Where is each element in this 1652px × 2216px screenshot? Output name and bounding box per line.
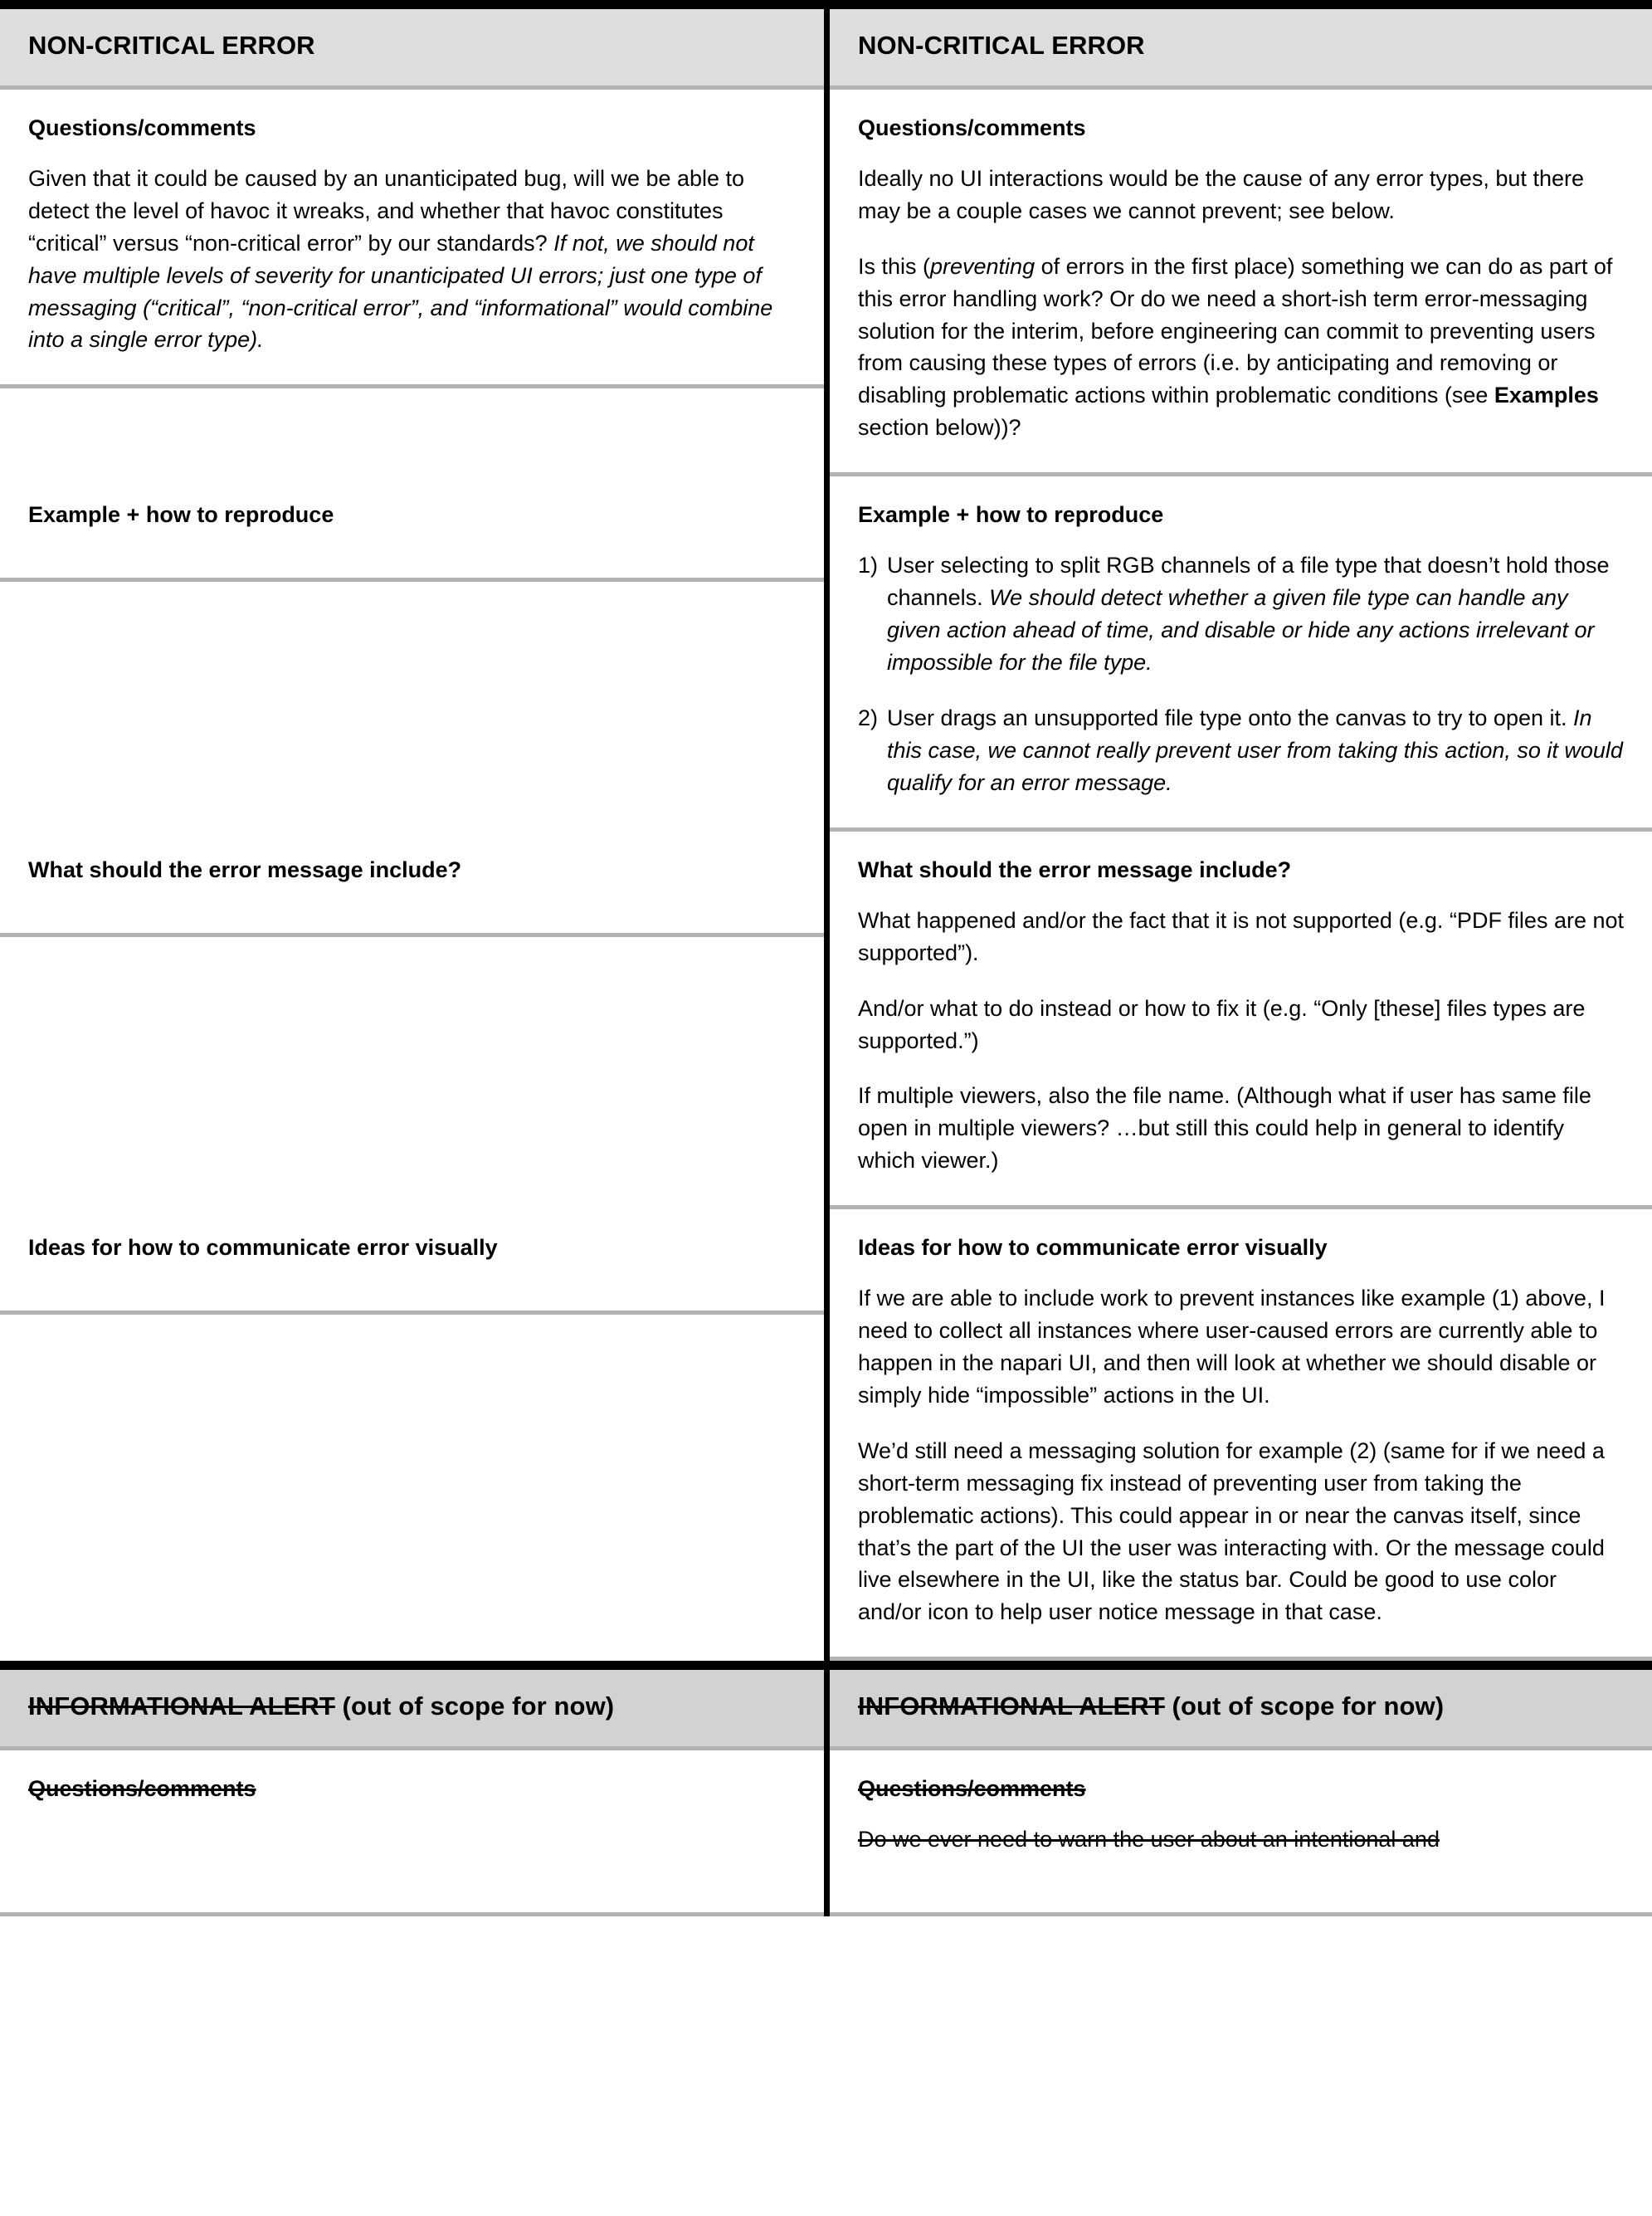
subheading-ideas-visual-left: Ideas for how to communicate error visually — [28, 1235, 498, 1261]
subheading-questions-comments-right: Questions/comments — [857, 115, 1086, 140]
subheading-example-reproduce-right: Example + how to reproduce — [857, 502, 1164, 528]
section-banner-left-informational — [0, 1670, 824, 1750]
content-right-questions-comments — [830, 90, 1652, 476]
banner-cell-left — [0, 9, 826, 90]
content-right-informational-questions — [830, 1750, 1652, 1916]
list-item-text: User selecting to split RGB channels of a file type that doesn’t hold those channels. We should detect whether a given file type can handle any given action ahead of time, and disable or hide any actions irrelevant or impossible for the file type. — [887, 553, 1610, 676]
row-cell-right-message-include — [826, 832, 1652, 1210]
section-title-left: NON-CRITICAL ERROR — [28, 31, 315, 60]
content-left-questions-comments — [0, 90, 824, 389]
paragraph: Ideally no UI interactions would be the cause of any error types, but there may be a couple cases we cannot prevent; see below. — [857, 166, 1584, 223]
content-right-message-include — [830, 832, 1652, 1210]
section-banner-row-informational-alert — [0, 1670, 1652, 1750]
row-cell-right-example-reproduce — [826, 476, 1652, 832]
table-row — [0, 476, 1652, 832]
paragraph: What happened and/or the fact that it is not supported (e.g. “PDF files are not supported”). — [857, 907, 1625, 965]
content-left-message-include — [0, 832, 824, 937]
list-item-number: 2) — [857, 705, 878, 730]
row-cell-left-informational-questions — [0, 1750, 826, 1916]
row-cell-left-questions-comments — [0, 90, 826, 476]
subheading-message-include-right: What should the error message include? — [857, 857, 1292, 882]
paragraph: Is this (preventing of errors in the first place) something we can do as part of this error handling work? Or do we need a short-ish term error-messaging solution for the interim, before engineering can commit to preventing users from causing these types of errors (i.e. by anticipating and removing or disabling problematic actions within problematic conditions (see Examples section below))? — [857, 253, 1613, 441]
banner-cell-right — [826, 9, 1652, 90]
content-right-ideas-visual — [830, 1209, 1652, 1661]
paragraph: We’d still need a messaging solution for example (2) (same for if we need a short-term messaging fix instead of preventing user from taking the problematic actions). This could appear in or near the canvas itself, since that’s the part of the UI the user was interacting with. Or the message could live elsewhere in the UI, like the status bar. Could be good to use color and/or icon to help user notice message in that case. — [857, 1437, 1605, 1625]
list-item — [858, 702, 1624, 799]
section-title-left-informational — [28, 1691, 796, 1721]
subheading-ideas-visual-right: Ideas for how to communicate error visually — [857, 1235, 1328, 1261]
struck-label: INFORMATIONAL ALERT — [28, 1691, 335, 1721]
table-row — [0, 832, 1652, 1210]
paragraph-struck: Do we ever need to warn the user about an intentional and — [857, 1827, 1440, 1852]
scope-note: (out of scope for now) — [334, 1691, 615, 1721]
banner-cell-left — [0, 1670, 826, 1750]
content-left-example-reproduce — [0, 476, 824, 582]
list-item-number: 1) — [857, 553, 878, 578]
row-cell-left-example-reproduce — [0, 476, 826, 832]
scope-note: (out of scope for now) — [1164, 1691, 1445, 1721]
table-row — [0, 1209, 1652, 1661]
table-row — [0, 1750, 1652, 1916]
subheading-example-reproduce-left: Example + how to reproduce — [28, 502, 334, 528]
paragraph: Given that it could be caused by an unanticipated bug, will we be able to detect the level of havoc it wreaks, and whether that havoc constitutes “critical” versus “non-critical error” by our standards? If not, we should not have multiple levels of severity for unanticipated UI errors; just one type of messaging (“critical”, “non-critical error”, and “informational” would combine into a single error type). — [28, 166, 773, 353]
section-banner-right-informational — [830, 1670, 1652, 1750]
row-cell-right-informational-questions — [826, 1750, 1652, 1916]
comparison-table — [0, 9, 1652, 1661]
section-banner-row-non-critical-error — [0, 9, 1652, 90]
section-title-right: NON-CRITICAL ERROR — [857, 31, 1145, 60]
subheading-questions-comments-left: Questions/comments — [28, 115, 256, 140]
row-cell-left-message-include — [0, 832, 826, 1210]
top-heavy-rule — [0, 0, 1652, 9]
subheading-message-include-left: What should the error message include? — [28, 857, 462, 882]
list-item — [858, 549, 1624, 679]
list-item-text: User drags an unsupported file type onto the canvas to try to open it. In this case, we cannot really prevent user from taking this action, so it would qualify for an error message. — [887, 705, 1623, 795]
row-cell-left-ideas-visual — [0, 1209, 826, 1661]
row-cell-right-questions-comments — [826, 90, 1652, 476]
informational-alert-table — [0, 1670, 1652, 1916]
banner-cell-right — [826, 1670, 1652, 1750]
section-title-right-informational — [858, 1691, 1624, 1721]
paragraph: If multiple viewers, also the file name. (Although what if user has same file open in multiple viewers? …but still this could help in general to identify which viewer.) — [857, 1083, 1591, 1174]
row-cell-right-ideas-visual — [826, 1209, 1652, 1661]
paragraph: If we are able to include work to prevent instances like example (1) above, I need to collect all instances where user-caused errors are currently able to happen in the napari UI, and then will look at whether we should disable or simply hide “impossible” actions in the UI. — [857, 1286, 1606, 1408]
paragraph: And/or what to do instead or how to fix it (e.g. “Only [these] files types are supported.”) — [857, 995, 1586, 1053]
content-left-ideas-visual — [0, 1209, 824, 1315]
section-banner-left — [0, 9, 824, 90]
subheading-questions-comments-left-struck: Questions/comments — [28, 1775, 256, 1801]
content-left-informational-questions — [0, 1750, 824, 1916]
section-banner-right — [830, 9, 1652, 90]
content-right-example-reproduce — [830, 476, 1652, 832]
table-row — [0, 90, 1652, 476]
section-heavy-rule — [0, 1661, 1652, 1670]
struck-label: INFORMATIONAL ALERT — [857, 1691, 1165, 1721]
subheading-questions-comments-right-struck: Questions/comments — [857, 1775, 1086, 1801]
